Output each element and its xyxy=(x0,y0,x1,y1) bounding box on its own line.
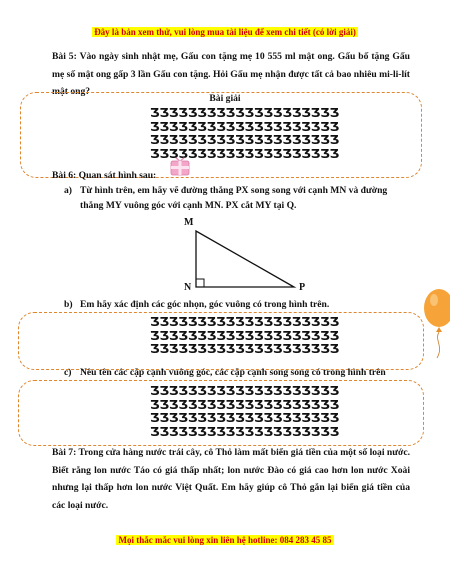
gift-icon xyxy=(168,153,192,177)
footer-banner xyxy=(0,535,450,545)
bai6-title: Bài 6: Quan sát hình sau: xyxy=(52,170,157,181)
b-answer-lines xyxy=(150,315,339,356)
fill-line: ƷƷƷƷƷƷƷƷƷƷƷƷƷƷƷƷƷƷƷƷ xyxy=(150,105,340,120)
answer-lines xyxy=(150,106,339,160)
fill-line: ƷƷƷƷƷƷƷƷƷƷƷƷƷƷƷƷƷƷƷƷ xyxy=(150,314,340,329)
fill-line: ƷƷƷƷƷƷƷƷƷƷƷƷƷƷƷƷƷƷƷƷ xyxy=(150,423,340,439)
bai5-question: Bài 5: Vào ngày sinh nhật mẹ, Gấu con tặng mẹ 10 555 ml mật ong. Gấu bố tặng Gấu mẹ số mật ong gấp 3 lần Gấu con tặng. Hỏi Gấu mẹ nhận được tất cả bao nhiêu mi-li-lít mật ong? xyxy=(52,51,410,97)
triangle-figure xyxy=(180,215,310,295)
fill-line: ƷƷƷƷƷƷƷƷƷƷƷƷƷƷƷƷƷƷƷƷ xyxy=(150,132,340,147)
label-p: P xyxy=(299,282,306,293)
header-banner-text: Đây là bản xem thử, vui lòng mua tài liệu để xem chi tiết (có lời giải) xyxy=(94,27,356,37)
balloon-icon xyxy=(420,288,450,360)
header-banner xyxy=(0,27,450,37)
c-answer-lines xyxy=(150,384,339,438)
label-m: M xyxy=(184,217,194,228)
fill-line: ƷƷƷƷƷƷƷƷƷƷƷƷƷƷƷƷƷƷƷƷ xyxy=(150,396,340,412)
label-n: N xyxy=(184,282,192,293)
bai6-b-label: b) xyxy=(64,299,73,310)
bai6-b-text: Em hãy xác định các góc nhọn, góc vuông có trong hình trên. xyxy=(80,299,330,310)
bai6-c-label: c) xyxy=(64,367,72,378)
bai6-c-text: Nêu tên các cặp cạnh vuông góc, các cặp cạnh song song có trong hình trên xyxy=(80,367,386,378)
fill-line: ƷƷƷƷƷƷƷƷƷƷƷƷƷƷƷƷƷƷƷƷ xyxy=(150,327,340,343)
fill-line: ƷƷƷƷƷƷƷƷƷƷƷƷƷƷƷƷƷƷƷƷ xyxy=(150,145,340,161)
footer-banner-text: Mọi thắc mắc vui lòng xin liên hệ hotline: 084 283 45 85 xyxy=(118,535,332,545)
bai7-question: Bài 7: Trong cửa hàng nước trái cây, cô Thỏ làm mất biển giá tiền của một số loại nước. Biết rằng lon nước Táo có giá thấp nhất; lon nước Đào có giá cao hơn lon nước Xoài nhưng lại thấp hơn lon nước Việt Quất. Em hãy giúp cô Thỏ gắn lại biển giá tiền của các loại nước. xyxy=(52,447,410,511)
fill-line: ƷƷƷƷƷƷƷƷƷƷƷƷƷƷƷƷƷƷƷƷ xyxy=(150,341,340,356)
fill-line: ƷƷƷƷƷƷƷƷƷƷƷƷƷƷƷƷƷƷƷƷ xyxy=(150,118,340,134)
answer-title: Bài giải xyxy=(209,93,241,104)
fill-line: ƷƷƷƷƷƷƷƷƷƷƷƷƷƷƷƷƷƷƷƷ xyxy=(150,383,340,398)
fill-line: ƷƷƷƷƷƷƷƷƷƷƷƷƷƷƷƷƷƷƷƷ xyxy=(150,410,340,425)
bai6-a-text: Từ hình trên, em hãy vẽ đường thẳng PX song song với cạnh MN và đường thẳng MY vuông góc với cạnh MN. PX cắt MY tại Q. xyxy=(80,185,388,211)
bai6-a-label: a) xyxy=(64,185,72,196)
